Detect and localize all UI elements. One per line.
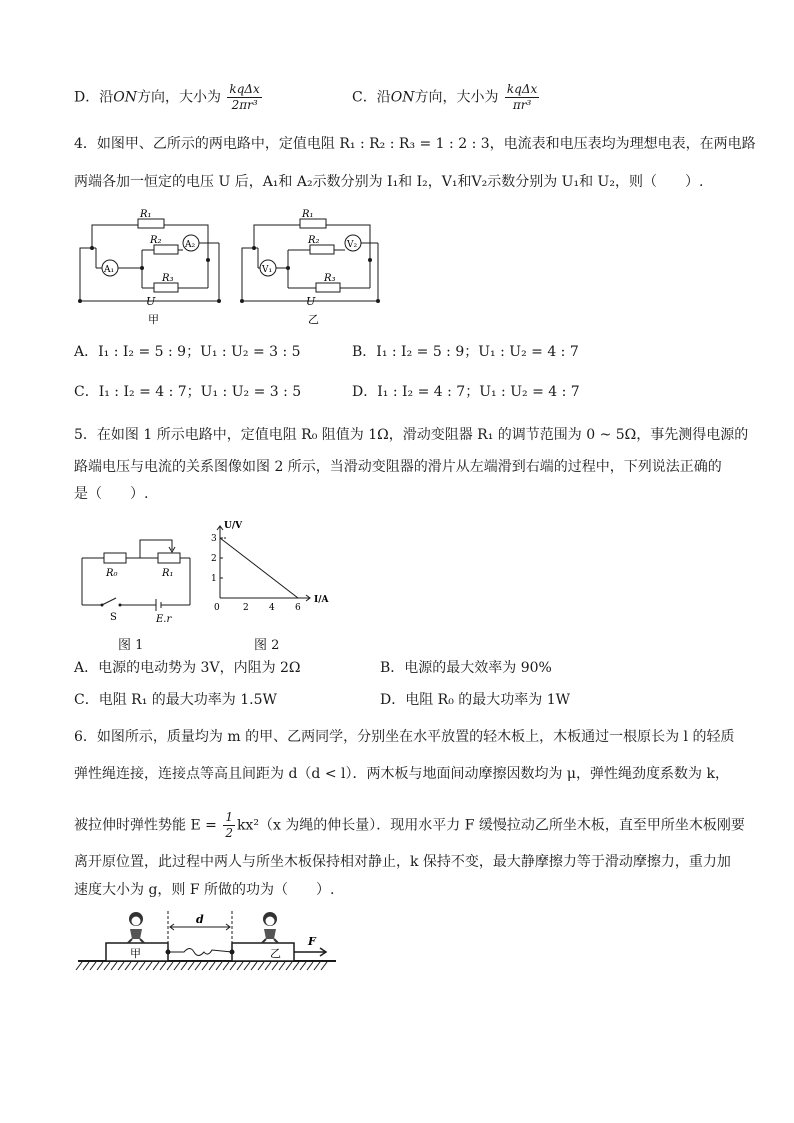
- ground-hatch-line: [90, 962, 96, 970]
- jia-r1-label: R₁: [140, 209, 152, 220]
- fig2-x-tick-6: 6: [295, 603, 301, 613]
- ground-hatch-line: [146, 962, 152, 970]
- q5-stem-line2: 路端电压与电流的关系图像如图 2 所示，当滑动变阻器的滑片从左端滑到右端的过程中，下列说法正确的: [74, 459, 722, 475]
- ground-hatch-line: [83, 962, 89, 970]
- q4-option-a[interactable]: A．I₁ : I₂ = 5 : 9；U₁ : U₂ = 3 : 5: [74, 344, 301, 360]
- jia-a2-meter: A₂: [185, 240, 196, 250]
- ground-hatch-line: [265, 962, 271, 970]
- fig1-switch-label: S: [110, 612, 117, 623]
- fig1-r1-label: R₁: [162, 568, 174, 579]
- elastic-rope: [168, 949, 232, 956]
- ground-hatch-line: [230, 962, 236, 970]
- q5-option-a[interactable]: A．电源的电动势为 3V，内阻为 2Ω: [74, 660, 301, 676]
- ground-hatch-line: [97, 962, 103, 970]
- ground-hatch-line: [223, 962, 229, 970]
- ground-hatch-line: [237, 962, 243, 970]
- jia-r3-label: R₃: [162, 273, 174, 284]
- ground-hatch-line: [286, 962, 292, 970]
- q4-circuit-yi: [236, 205, 396, 325]
- ground-hatch-line: [314, 962, 320, 970]
- q4-stem-line2: 两端各加一恒定的电压 U 后，A₁和 A₂示数分别为 I₁和 I₂，V₁和V₂示数分别为 U₁和 U₂，则（ ）.: [74, 174, 704, 190]
- q4-stem-line1: 4．如图甲、乙所示的两电路中，定值电阻 R₁ : R₂ : R₃ = 1 : 2 : 3，电流表和电压表均为理想电表，在两电路: [74, 136, 756, 152]
- q5-option-d[interactable]: D．电阻 R₀ 的最大功率为 1W: [380, 692, 571, 708]
- ground-hatch-line: [111, 962, 117, 970]
- ground-hatch-line: [251, 962, 257, 970]
- distance-d-label: d: [196, 913, 204, 926]
- fig2-y-axis-label: U/V: [224, 521, 243, 531]
- fig2-ui-line: [220, 538, 298, 598]
- fig2-x-tick-2: 2: [243, 603, 249, 613]
- q5-ui-graph-figure2: [206, 516, 346, 616]
- q5-option-b[interactable]: B．电源的最大效率为 90%: [380, 660, 552, 676]
- ground-hatch-line: [209, 962, 215, 970]
- q5-circuit-figure1: [76, 530, 196, 630]
- ground-hatch-line: [272, 962, 278, 970]
- yi-r3-label: R₃: [324, 273, 336, 284]
- jia-a1-meter: A₁: [104, 265, 115, 275]
- board-yi-label: 乙: [270, 947, 281, 960]
- q6-stem-line4: 离开原位置，此过程中两人与所坐木板保持相对静止，k 保持不变，最大静摩擦力等于滑动摩擦力，重力加: [74, 854, 731, 870]
- yi-voltage-label: U: [306, 295, 316, 308]
- student-yi-figure: [262, 912, 278, 943]
- q5-stem-line1: 5．在如图 1 所示电路中，定值电阻 R₀ 阻值为 1Ω，滑动变阻器 R₁ 的调节范围为 0 ~ 5Ω，事先测得电源的: [74, 427, 749, 443]
- ground-hatch-line: [300, 962, 306, 970]
- jia-caption: 甲: [148, 313, 159, 325]
- q4-option-d[interactable]: D．I₁ : I₂ = 4 : 7；U₁ : U₂ = 4 : 7: [352, 384, 580, 400]
- q6-half-fraction: $\frac{1}{2}$: [225, 810, 233, 840]
- ground-hatch-line: [76, 962, 82, 970]
- q5-stem-line3: 是（ ）.: [74, 486, 149, 502]
- ground-hatch-line: [174, 962, 180, 970]
- fig2-origin-label: 0: [214, 603, 220, 613]
- ground-hatch-line: [202, 962, 208, 970]
- fig1-caption: 图 1: [118, 638, 144, 653]
- ground-hatch-line: [139, 962, 145, 970]
- q6-stem-line5: 速度大小为 g，则 F 所做的功为（ ）.: [74, 882, 335, 898]
- fig2-y-tick-3: 3: [211, 534, 217, 544]
- ground-hatch-line: [125, 962, 131, 970]
- yi-v2-meter: V₂: [347, 240, 358, 250]
- q5-option-c[interactable]: C．电阻 R₁ 的最大功率为 1.5W: [74, 692, 277, 708]
- q3-option-c[interactable]: C．沿ON方向，大小为 $\frac{\text{kqΔx}}{\text{πr³}}$: [352, 82, 538, 112]
- ground-hatch-line: [181, 962, 187, 970]
- fig2-x-tick-4: 4: [269, 603, 275, 613]
- yi-v1-meter: V₁: [262, 265, 273, 275]
- q6-stem-line1: 6．如图所示，质量均为 m 的甲、乙两同学，分别坐在水平放置的轻木板上，木板通过一根原长为 l 的轻质: [74, 729, 735, 745]
- force-f-label: F: [308, 935, 316, 948]
- q4-circuit-jia: [74, 205, 234, 325]
- fig1-source-label: E.r: [156, 614, 172, 625]
- ground-hatch-line: [167, 962, 173, 970]
- ground-hatch-line: [153, 962, 159, 970]
- ground-hatch-line: [188, 962, 194, 970]
- ground-hatch-line: [321, 962, 327, 970]
- fig1-r0-label: R₀: [106, 568, 118, 579]
- q3-option-d[interactable]: D．沿ON方向，大小为 $\frac{\text{kqΔx}}{\text{2πr³}}$: [74, 82, 260, 112]
- ground-hatch-line: [216, 962, 222, 970]
- ground-hatch-line: [132, 962, 138, 970]
- yi-r2-label: R₂: [308, 235, 320, 246]
- fig2-caption: 图 2: [254, 638, 280, 653]
- q3-option-d-fraction: $\frac{\text{kqΔx}}{\text{2πr³}}$: [229, 82, 260, 112]
- q6-stem-line2: 弹性绳连接，连接点等高且间距为 d（d < l）．两木板与地面间动摩擦因数均为 μ，弹性绳劲度系数为 k，: [74, 766, 729, 782]
- q4-option-b[interactable]: B．I₁ : I₂ = 5 : 9；U₁ : U₂ = 4 : 7: [352, 344, 579, 360]
- q3-option-c-fraction: $\frac{\text{kqΔx}}{\text{πr³}}$: [506, 82, 538, 112]
- fig2-y-tick-2: 2: [211, 554, 217, 564]
- ground-hatch-line: [307, 962, 313, 970]
- ground-hatch-line: [195, 962, 201, 970]
- board-yi: [232, 943, 294, 961]
- fig2-x-axis-label: I/A: [314, 595, 329, 605]
- board-jia-label: 甲: [130, 947, 141, 960]
- q6-stem-line3: 被拉伸时弹性势能 E = $\frac{1}{2}$ kx²（x 为绳的伸长量）．现用水平力 F 缓慢拉动乙所坐木板，直至甲所坐木板刚要: [74, 810, 745, 840]
- ground-hatch-line: [118, 962, 124, 970]
- yi-caption: 乙: [308, 313, 319, 325]
- jia-voltage-label: U: [146, 295, 156, 308]
- ground-hatch-line: [258, 962, 264, 970]
- ground-hatch-line: [104, 962, 110, 970]
- ground-hatch-line: [244, 962, 250, 970]
- student-jia-figure: [128, 912, 144, 943]
- q4-option-c[interactable]: C．I₁ : I₂ = 4 : 7；U₁ : U₂ = 3 : 5: [74, 384, 302, 400]
- ground-hatch-line: [160, 962, 166, 970]
- q6-figure: [74, 905, 344, 980]
- fig2-y-tick-1: 1: [211, 574, 217, 584]
- ground-hatch-line: [293, 962, 299, 970]
- ground-hatch-line: [279, 962, 285, 970]
- yi-r1-label: R₁: [302, 209, 314, 220]
- jia-r2-label: R₂: [150, 235, 162, 246]
